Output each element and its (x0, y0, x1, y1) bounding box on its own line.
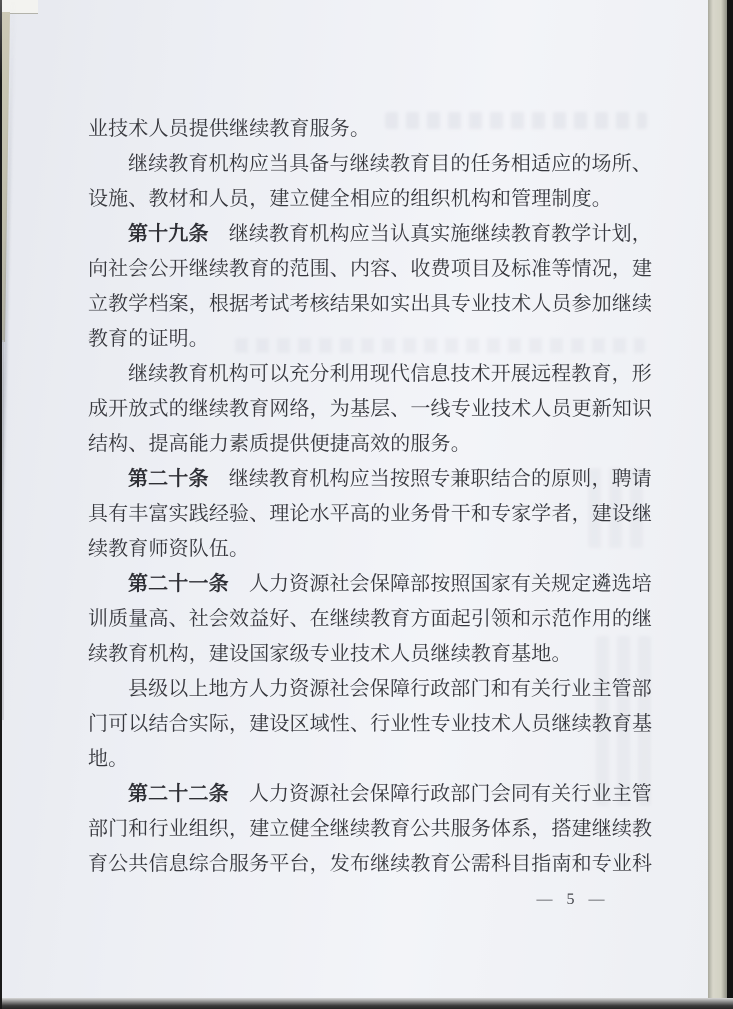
document-body-text (88, 112, 654, 882)
text-line (88, 252, 654, 287)
text-line (88, 357, 654, 392)
line-text: 向社会公开继续教育的范围、内容、收费项目及标准等情况，建 (88, 258, 653, 280)
text-line (88, 322, 654, 357)
text-line (88, 427, 654, 462)
line-text: 继续教育机构可以充分利用现代信息技术开展远程教育，形 (128, 363, 652, 385)
text-line (88, 147, 654, 182)
line-text: 育公共信息综合服务平台，发布继续教育公需科目指南和专业科 (88, 853, 653, 875)
line-text: 设施、教材和人员，建立健全相应的组织机构和管理制度。 (88, 188, 612, 210)
article-number: 第二十一条 (128, 573, 229, 595)
article-number: 第二十二条 (128, 783, 229, 805)
line-text: 县级以上地方人力资源社会保障行政部门和有关行业主管部 (128, 678, 652, 700)
text-line (88, 847, 654, 882)
text-line (88, 217, 654, 252)
article-number: 第二十条 (128, 468, 209, 490)
line-text: 具有丰富实践经验、理论水平高的业务骨干和专家学者，建设继 (88, 503, 653, 525)
line-text: 人力资源社会保障行政部门会同有关行业主管 (228, 783, 652, 805)
line-text: 结构、提高能力素质提供便捷高效的服务。 (88, 433, 471, 455)
line-text: 训质量高、社会效益好、在继续教育方面起引领和示范作用的继 (88, 608, 653, 630)
line-text: 继续教育机构应当认真实施继续教育教学计划， (208, 223, 652, 245)
text-line (88, 707, 654, 742)
line-text: 人力资源社会保障部按照国家有关规定遴选培 (228, 573, 652, 595)
line-text: 业技术人员提供继续教育服务。 (88, 118, 371, 140)
text-line (88, 112, 654, 147)
page-number: — 5 — (536, 891, 610, 908)
line-text: 立教学档案，根据考试考核结果如实出具专业技术人员参加继续 (88, 293, 653, 315)
scan-corner-artifact (0, 0, 38, 14)
line-text: 门可以结合实际，建设区域性、行业性专业技术人员继续教育基 (88, 713, 653, 735)
text-line (88, 497, 654, 532)
scanner-bed-edge-left (0, 0, 2, 1009)
text-line (88, 742, 654, 777)
line-text: 续教育师资队伍。 (88, 538, 250, 560)
text-line (88, 637, 654, 672)
text-line (88, 777, 654, 812)
line-text: 续教育机构，建设国家级专业技术人员继续教育基地。 (88, 643, 572, 665)
text-line (88, 567, 654, 602)
text-line (88, 287, 654, 322)
line-text: 地。 (88, 748, 129, 770)
text-line (88, 392, 654, 427)
line-text: 成开放式的继续教育网络，为基层、一线专业技术人员更新知识 (88, 398, 653, 420)
scanner-bed-edge-right (727, 0, 733, 1009)
line-text: 继续教育机构应当具备与继续教育目的任务相适应的场所、 (128, 153, 652, 175)
scanner-bed-edge-bottom (0, 998, 733, 1009)
line-text: 继续教育机构应当按照专兼职结合的原则，聘请 (208, 468, 652, 490)
line-text: 教育的证明。 (88, 328, 209, 350)
text-line (88, 532, 654, 567)
text-line (88, 182, 654, 217)
article-number: 第十九条 (128, 223, 209, 245)
text-line (88, 602, 654, 637)
line-text: 部门和行业组织，建立健全继续教育公共服务体系，搭建继续教 (88, 818, 653, 840)
text-line (88, 812, 654, 847)
page-stack-edge-right (708, 0, 728, 1002)
text-line (88, 672, 654, 707)
text-line (88, 462, 654, 497)
